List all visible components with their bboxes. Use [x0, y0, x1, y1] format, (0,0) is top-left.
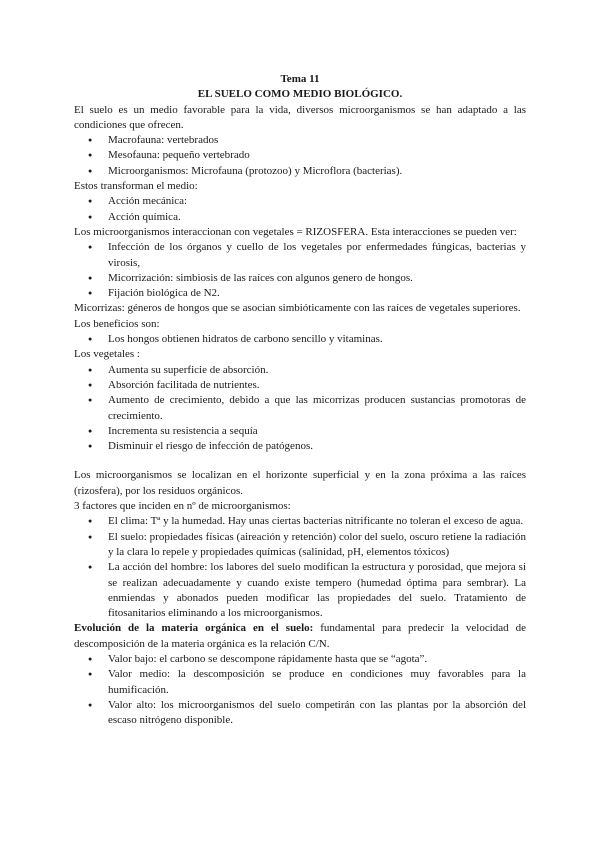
page-title: EL SUELO COMO MEDIO BIOLÓGICO. [197, 88, 403, 101]
list-item: ● Acción mecánica: [74, 194, 526, 209]
paragraph-gap [74, 454, 526, 468]
list-item: ● Aumenta su superficie de absorción. [74, 363, 526, 378]
evolucion-line-2: descomposición de la materia orgánica es la relación C/N. [74, 637, 330, 650]
list-item: ● Valor alto: los microorganismos del suelo competirán con las plantas por la absorción del escaso nitrógeno disponible. [74, 698, 526, 729]
organisms-list [74, 133, 526, 179]
transforman-list [74, 194, 526, 225]
evolucion-list [74, 652, 526, 728]
evolucion-rest: fundamental para predecir la velocidad de [313, 622, 527, 635]
list-item: ● Incrementa su resistencia a sequía [74, 424, 526, 439]
list-item: ● Mesofauna: pequeño vertebrado [74, 148, 526, 163]
list-item: ● Aumento de crecimiento, debido a que las micorrizas producen sustancias promotoras de crecimiento. [74, 393, 526, 424]
list-item: ● Infección de los órganos y cuello de los vegetales por enfermedades fúngicas, bacterias y virosis, [74, 240, 526, 271]
list-item: ● Microorganismos: Microfauna (protozoo) y Microflora (bacterias). [74, 164, 526, 179]
factores-heading: 3 factores que inciden en nº de microorganismos: [74, 500, 291, 513]
micorrizas-definition: Micorrizas: géneros de hongos que se asocian simbióticamente con las raíces de vegetales superiores. [74, 302, 521, 315]
transforman-heading: Estos transforman el medio: [74, 180, 198, 193]
evolucion-line-1 [74, 621, 526, 636]
list-item: ● Disminuir el riesgo de infección de patógenos. [74, 439, 526, 454]
vegetales-list [74, 363, 526, 455]
beneficios-list [74, 332, 526, 347]
evolucion-bold-heading: Evolución de la materia orgánica en el suelo: [74, 622, 314, 635]
rizosfera-list [74, 240, 526, 301]
vegetales-heading: Los vegetales : [74, 348, 140, 361]
list-item: ● El suelo: propiedades físicas (aireación y retención) color del suelo, oscuro retiene la radiación y la clara lo repele y propiedades químicas (salinidad, pH, elementos tóxicos) [74, 530, 526, 561]
list-item: ● Micorrización: simbiosis de las raíces con algunos genero de hongos. [74, 271, 526, 286]
list-item: ● La acción del hombre: los labores del suelo modifican la estructura y porosidad, que mejora si se realizan adecuadamente y cuando existe tempero (humedad óptima para sembrar). La enmiendas y abonados pueden modificar las propiedades del suelo. Tratamiento de fitosanitarios eliminando a los microorganismos. [74, 560, 526, 621]
list-item: ● Fijación biológica de N2. [74, 286, 526, 301]
list-item: ● Absorción facilitada de nutrientes. [74, 378, 526, 393]
intro-line-2: condiciones que ofrecen. [74, 118, 184, 131]
beneficios-heading: Los beneficios son: [74, 317, 160, 330]
list-item: ● Valor medio: la descomposición se produce en condiciones muy favorables para la humificación. [74, 667, 526, 698]
factores-list [74, 514, 526, 621]
document-page [74, 72, 526, 728]
list-item: ● El clima: Tª y la humedad. Hay unas ciertas bacterias nitrificante no toleran el exceso de agua. [74, 514, 526, 529]
intro-line-1: El suelo es un medio favorable para la vida, diversos microorganismos se han adaptado a las [74, 103, 526, 116]
localizacion-line-1: Los microorganismos se localizan en el horizonte superficial y en la zona próxima a las raíces [74, 469, 526, 482]
rizosfera-heading: Los microorganismos interaccionan con vegetales = RIZOSFERA. Esta interacciones se pueden ver: [74, 225, 517, 238]
list-item: ● Acción química. [74, 210, 526, 225]
list-item: ● Macrofauna: vertebrados [74, 133, 526, 148]
localizacion-line-2: (rizosfera), por los residuos orgánicos. [74, 484, 244, 497]
list-item: ● Los hongos obtienen hidratos de carbono sencillo y vitaminas. [74, 332, 526, 347]
tema-number: Tema 11 [280, 73, 320, 85]
list-item: ● Valor bajo: el carbono se descompone rápidamente hasta que se “agota”. [74, 652, 526, 667]
